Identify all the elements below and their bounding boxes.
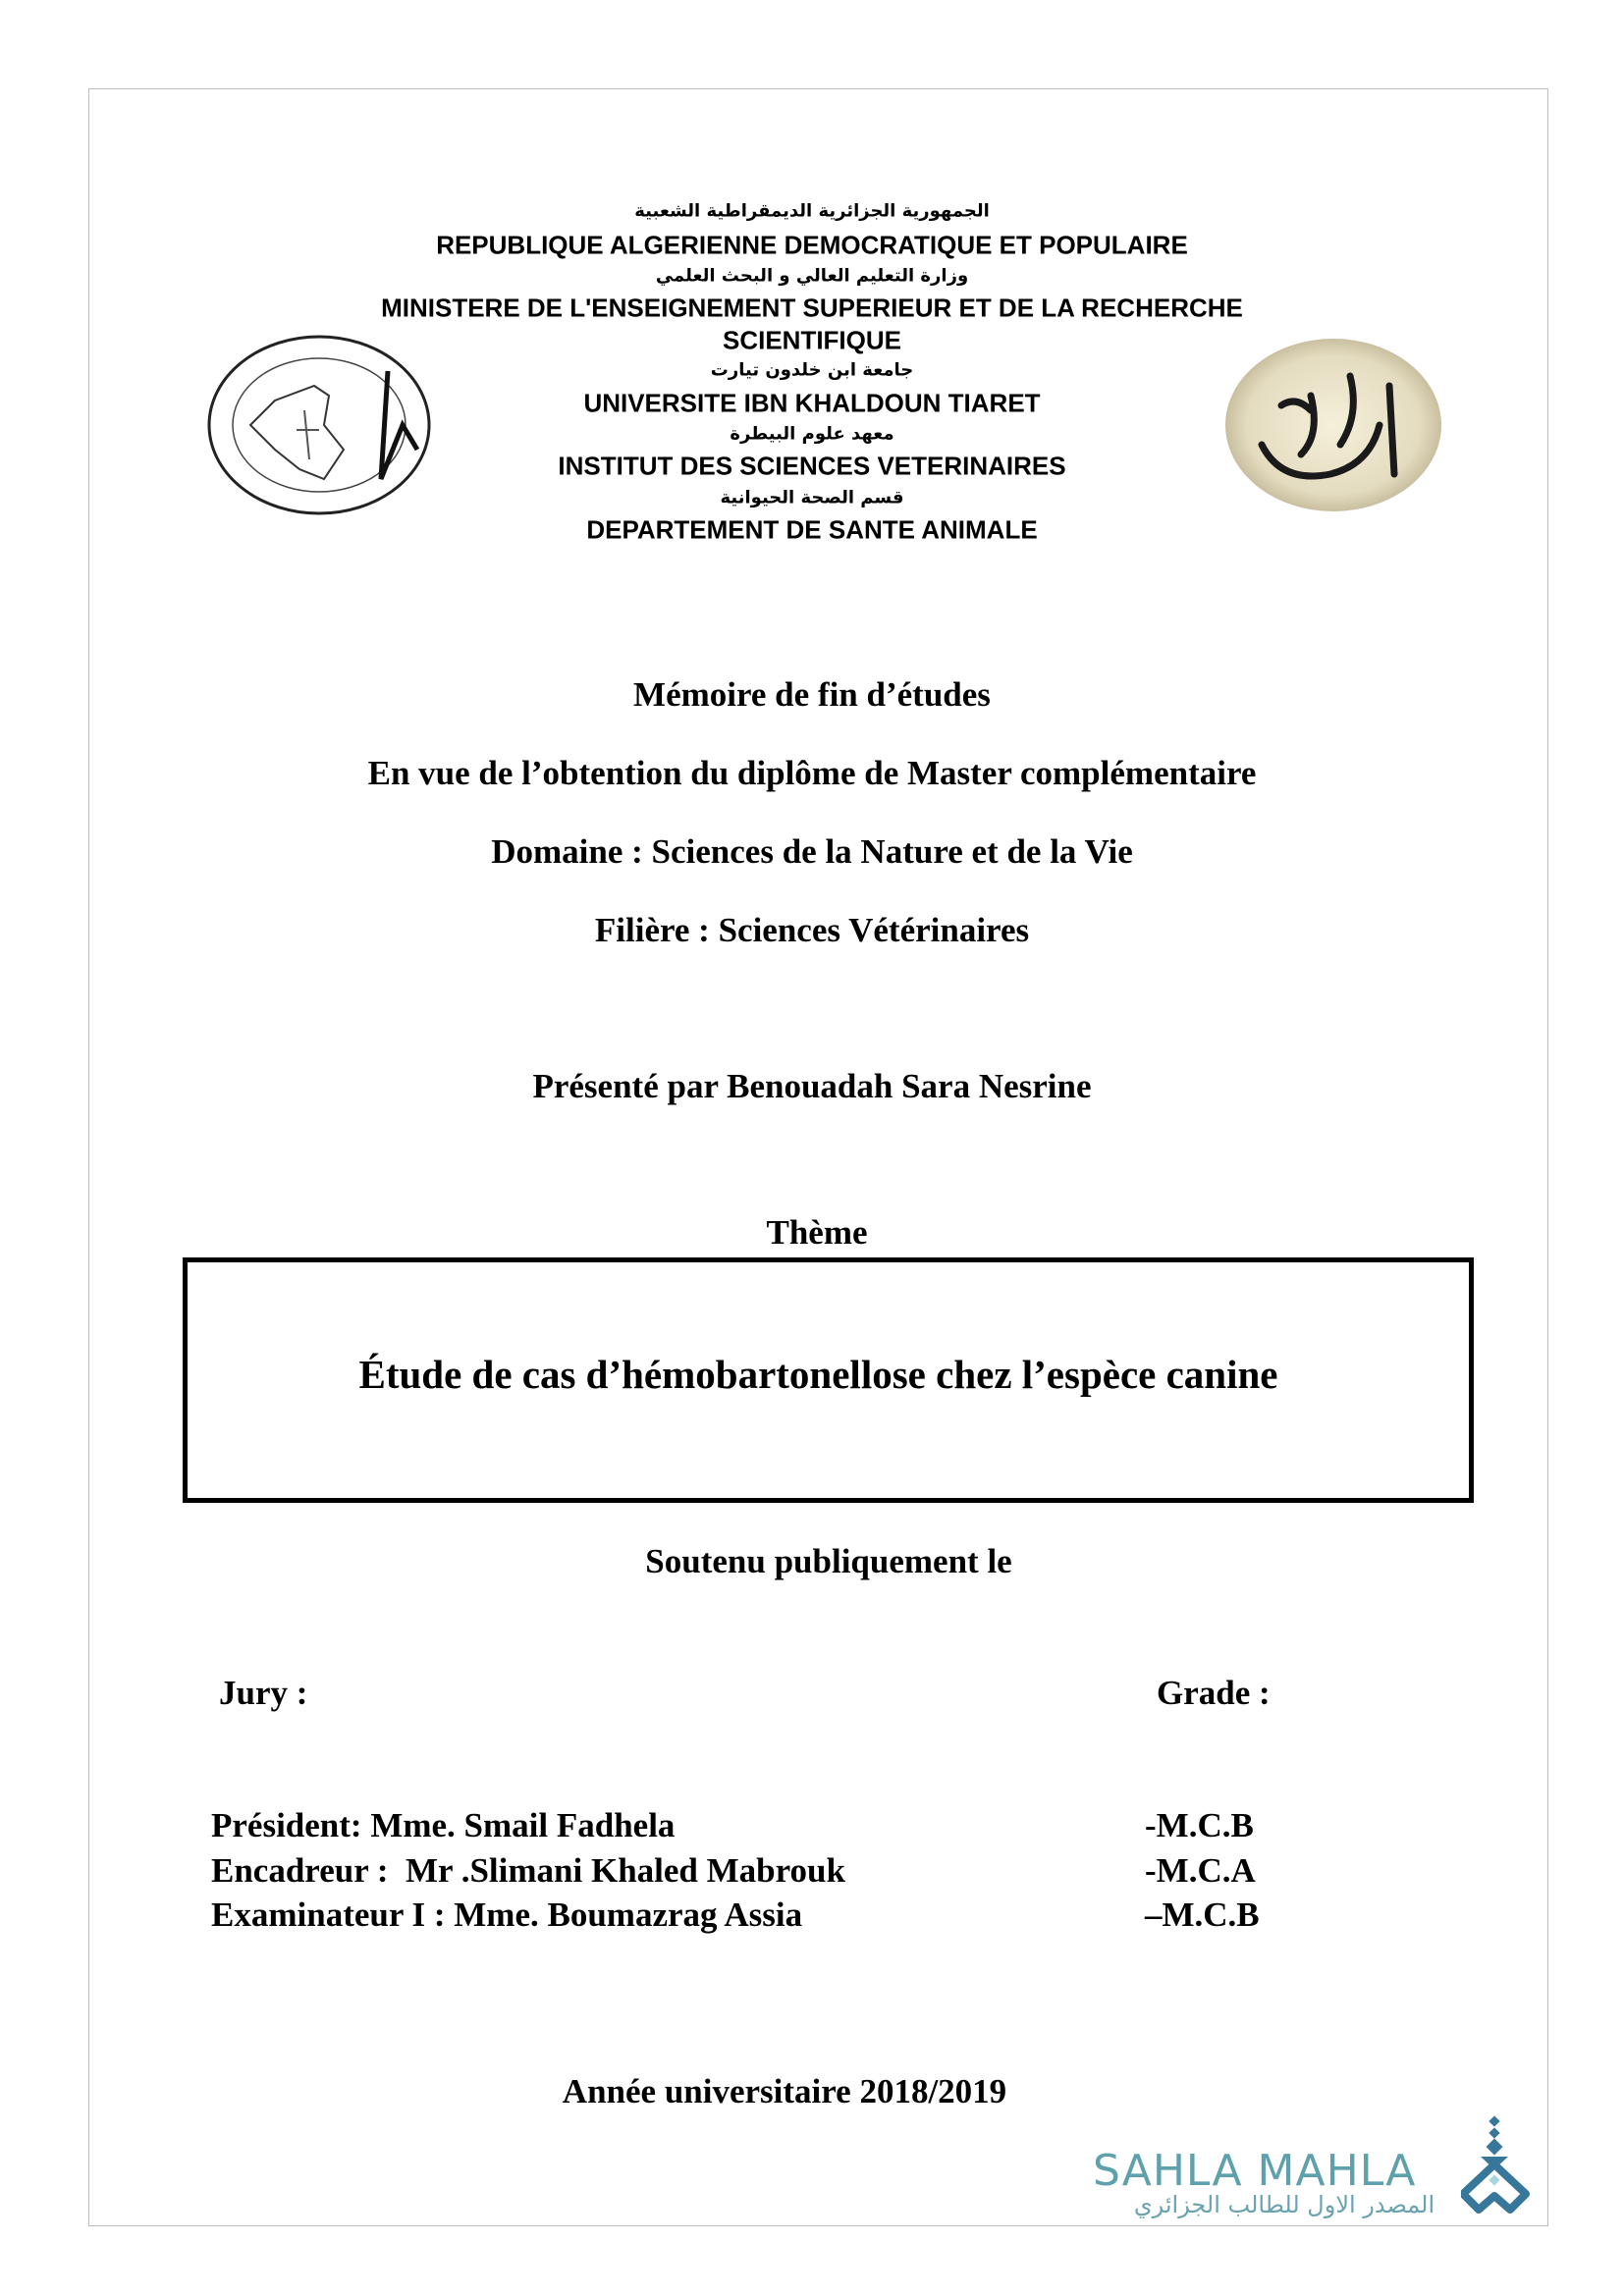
domaine-label: Domaine : Sciences de la Nature et de la Vie [491, 832, 1133, 871]
ministry-heading: MINISTERE DE L'ENSEIGNEMENT SUPERIEUR ET DE LA RECHERCHE [381, 293, 1243, 323]
soutenu-label: Soutenu publiquement le [645, 1542, 1012, 1580]
sahla-mahla-brand: SAHLA MAHLA [1093, 2146, 1417, 2196]
university-logo [1222, 337, 1444, 513]
filiere-label: Filière : Sciences Vétérinaires [594, 911, 1030, 949]
thesis-title: Étude de cas d’hémobartonellose chez l’espèce canine [358, 1352, 1278, 1397]
jury-member-president: Président: Mme. Smail Fadhela [211, 1806, 676, 1844]
sahla-mahla-logo-icon [1461, 2115, 1530, 2214]
jury-grade-encadreur: -M.C.A [1145, 1851, 1256, 1890]
arabic-university: جامعة ابن خلدون تيارت [710, 359, 914, 381]
academic-year: Année universitaire 2018/2019 [562, 2072, 1007, 2110]
ministry-heading-cont: SCIENTIFIQUE [722, 325, 901, 355]
republic-heading: REPUBLIQUE ALGERIENNE DEMOCRATIQUE ET POPULAIRE [436, 230, 1188, 260]
jury-member-encadreur: Encadreur : Mr .Slimani Khaled Mabrouk [211, 1851, 845, 1890]
obtention-label: En vue de l’obtention du diplôme de Master complémentaire [367, 754, 1257, 792]
arabic-ministry: وزارة التعليم العالي و البحث العلمي [655, 265, 969, 287]
department-heading: DEPARTEMENT DE SANTE ANIMALE [586, 514, 1038, 545]
arabic-department: قسم الصحة الحيوانية [720, 487, 904, 508]
theme-label: Thème [766, 1213, 868, 1252]
jury-grade-examinateur: –M.C.B [1145, 1896, 1260, 1934]
arabic-institute: معهد علوم البيطرة [730, 423, 894, 445]
jury-grade-president: -M.C.B [1145, 1806, 1254, 1844]
presented-by: Présenté par Benouadah Sara Nesrine [532, 1067, 1092, 1105]
arabic-republic: الجمهورية الجزائرية الديمقراطية الشعبية [634, 200, 990, 222]
sahla-mahla-tagline: المصدر الاول للطالب الجزائري [1133, 2191, 1435, 2218]
institute-logo [206, 332, 436, 518]
jury-label: Jury : [219, 1674, 308, 1712]
grade-label: Grade : [1157, 1674, 1271, 1712]
institute-heading: INSTITUT DES SCIENCES VETERINAIRES [558, 451, 1066, 481]
jury-member-examinateur: Examinateur I : Mme. Boumazrag Assia [211, 1896, 803, 1934]
university-heading: UNIVERSITE IBN KHALDOUN TIARET [583, 388, 1041, 418]
memoire-label: Mémoire de fin d’études [633, 675, 991, 714]
